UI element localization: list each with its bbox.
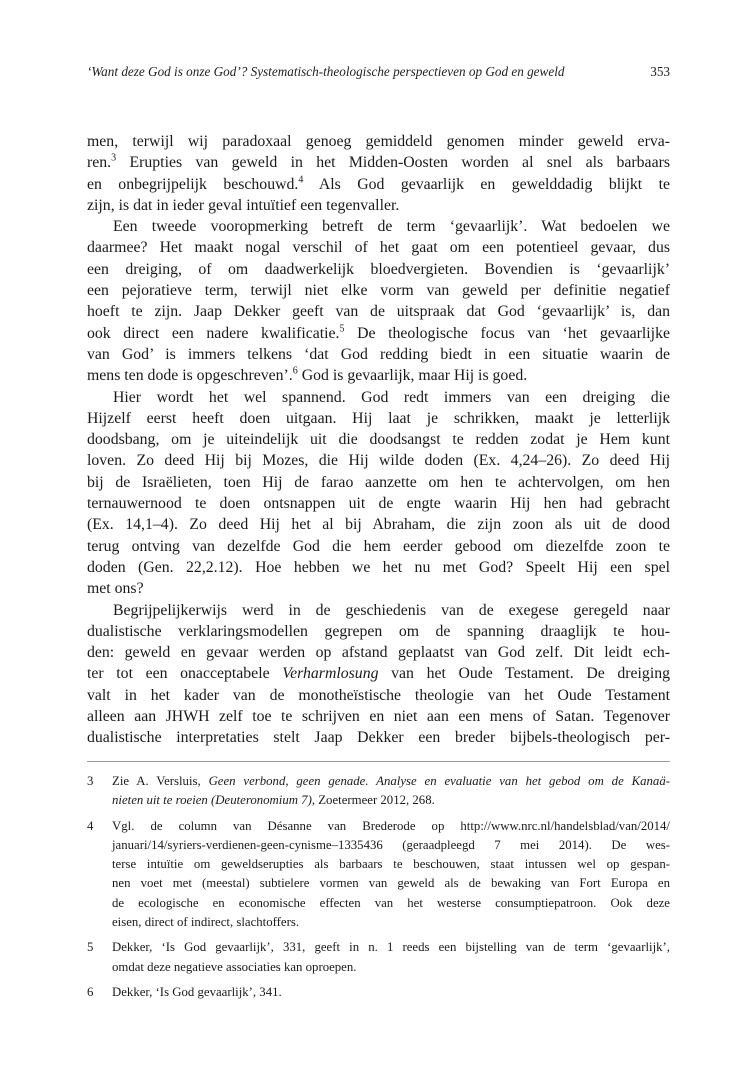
footnote-line: [112, 772, 670, 791]
text-line: Hier wordt het wel spannend. God redt immers van een dreiging die: [113, 388, 670, 406]
footnote-3: [87, 772, 670, 811]
text-line: een dreiging, of om daadwerkelijk bloedvergieten. Bovendien is ‘gevaarlijk’: [87, 260, 670, 278]
text-line: dualistische verklaringsmodellen gegrepen om de spanning draaglijk te hou-: [87, 622, 670, 640]
text-run: God is gevaarlijk, maar Hij is goed.: [297, 367, 528, 385]
text-line: zijn, is dat in ieder geval intuïtief een tegenvaller.: [87, 196, 400, 214]
page-number: 353: [650, 64, 670, 79]
footnote-line: eisen, direct of indirect, slachtoffers.: [112, 915, 300, 930]
footnote-number: 3: [87, 774, 94, 788]
footnote-line: Vgl. de column van Désanne van Brederode op http://www.nrc.nl/handelsblad/van/2014/: [112, 818, 670, 833]
text-run: van het Oude Testament. De dreiging: [378, 665, 671, 683]
text-run: Zie A. Versluis,: [112, 774, 209, 788]
text-line: valt in het kader van de monotheïstische theologie van het Oude Testament: [87, 686, 670, 704]
text-run: ook direct een nadere kwalificatie.: [87, 324, 340, 342]
text-run: ren.: [87, 154, 112, 172]
text-run: mens ten dode is opgeschreven’.: [87, 367, 293, 385]
footnote-line: omdat deze negatieve associaties kan oproepen.: [112, 959, 357, 974]
main-text: [87, 131, 670, 749]
footnote-4: [87, 817, 670, 933]
footnote-line: terse intuïtie om geweldserupties als barbaars te beschouwen, staat intussen wel op gespan-: [112, 857, 670, 872]
running-header: [87, 64, 670, 80]
text-line: van God’ is immers telkens ‘dat God redding biedt in een situatie waarin de: [87, 345, 670, 363]
footnote-ref[interactable]: 6: [292, 366, 298, 377]
footnote-line: nen voet met (meestal) subtielere vormen van geweld als de bewaking van Fort Europa en: [112, 876, 670, 891]
text-line: doodsbang, om je uiteindelijk uit die doodsangst te redden zodat je Hem kunt: [87, 431, 670, 449]
footnote-ref[interactable]: 3: [111, 153, 117, 165]
text-line: daarmee? Het maakt nogal verschil of het gaat om een potentieel gevaar, dus: [87, 239, 670, 257]
text-line: Een tweede vooropmerking betreft de term ‘gevaarlijk’. Wat bedoelen we: [113, 218, 670, 236]
footnotes: [87, 772, 670, 1008]
footnote-number: 5: [87, 940, 94, 955]
footnote-ref[interactable]: 4: [298, 174, 304, 186]
text-line: bij de Israëlieten, toen Hij de farao aanzette om hen te achtervolgen, om hen: [87, 473, 670, 491]
footnote-number: 6: [87, 984, 94, 999]
text-run: , Zoetermeer 2012, 268.: [311, 793, 435, 808]
text-line: den: geweld en gevaar werden op afstand geplaatst van God zelf. Dit leidt ech-: [87, 644, 670, 662]
text-line: men, terwijl wij paradoxaal genoeg gemiddeld genomen minder geweld erva-: [87, 133, 670, 150]
footnote-line: de ecologische en economische effecten van het westerse consumptiepatroon. Ook deze: [112, 895, 670, 910]
emphasis: nieten uit te roeien (Deuteronomium 7): [112, 793, 312, 808]
text-line: Hijzelf eerst heeft doen uitgaan. Hij laat je schrikken, maakt je letterlijk: [87, 409, 670, 427]
text-run: Erupties van geweld in het Midden-Oosten worden al snel als barbaars: [116, 154, 670, 172]
text-line: alleen aan JHWH zelf toe te schrijven en niet aan een mens of Satan. Tegenover: [87, 708, 670, 726]
emphasis: Geen verbond, geen genade. Analyse en evaluatie van het gebod om de Kanaä-: [208, 774, 670, 788]
text-run: ter tot een onacceptabele: [87, 665, 283, 683]
text-run: De theologische focus van ‘het gevaarlijke: [344, 324, 670, 342]
footnote-number: 4: [87, 818, 94, 833]
text-line: [87, 323, 670, 344]
text-line: Begrijpelijkerwijs werd in de geschiedenis van de exegese geregeld naar: [113, 601, 670, 619]
text-line: een pejoratieve term, terwijl niet elke vorm van geweld per definitie negatief: [87, 282, 670, 300]
footnote-line: [112, 791, 670, 810]
text-line: dualistische interpretaties stelt Jaap Dekker een breder bijbels-theologisch per-: [87, 729, 670, 747]
text-line: loven. Zo deed Hij bij Mozes, die Hij wilde doden (Ex. 4,24–26). Zo deed Hij: [87, 452, 670, 470]
text-line: hoeft te zijn. Jaap Dekker geeft van de uitspraak dat God ‘gevaarlijk’ is, dan: [87, 303, 670, 321]
text-line: [87, 174, 670, 195]
footnote-line: januari/14/syriers-verdienen-geen-cynisme–1335436 (geraadpleegd 7 mei 2014). De wes-: [112, 837, 670, 852]
text-run: en onbegrijpelijk beschouwd.: [87, 175, 299, 193]
footnote-divider: [87, 761, 670, 762]
footnote-ref[interactable]: 5: [339, 323, 345, 335]
emphasis: Verharmlosung: [282, 665, 379, 683]
text-line: doden (Gen. 22,2.12). Hoe hebben we het nu met God? Speelt Hij een spel: [87, 558, 670, 576]
footnote-6: [87, 983, 670, 1002]
text-run: Als God gevaarlijk en gewelddadig blijkt te: [303, 175, 670, 193]
text-line: ternauwernood te doen ontsnappen uit de engte waarin Hij hen had gebracht: [87, 495, 670, 513]
footnote-line: Dekker, ‘Is God gevaarlijk’, 341.: [112, 984, 282, 999]
running-title: ‘Want deze God is onze God’? Systematisch-theologische perspectieven op God en geweld: [87, 64, 565, 79]
text-line: terug ontving van dezelfde God die hem eerder gebood om diezelfde zoon te: [87, 537, 670, 555]
text-line: [87, 152, 670, 173]
footnote-5: [87, 938, 670, 977]
footnote-line: Dekker, ‘Is God gevaarlijk’, 331, geeft in n. 1 reeds een bijstelling van de term ‘gevaarlijk’,: [112, 940, 670, 955]
text-line: met ons?: [87, 580, 144, 598]
text-line: [87, 663, 670, 684]
text-line: [87, 365, 670, 386]
text-line: (Ex. 14,1–4). Zo deed Hij het al bij Abraham, die zijn zoon als uit de dood: [87, 516, 670, 534]
